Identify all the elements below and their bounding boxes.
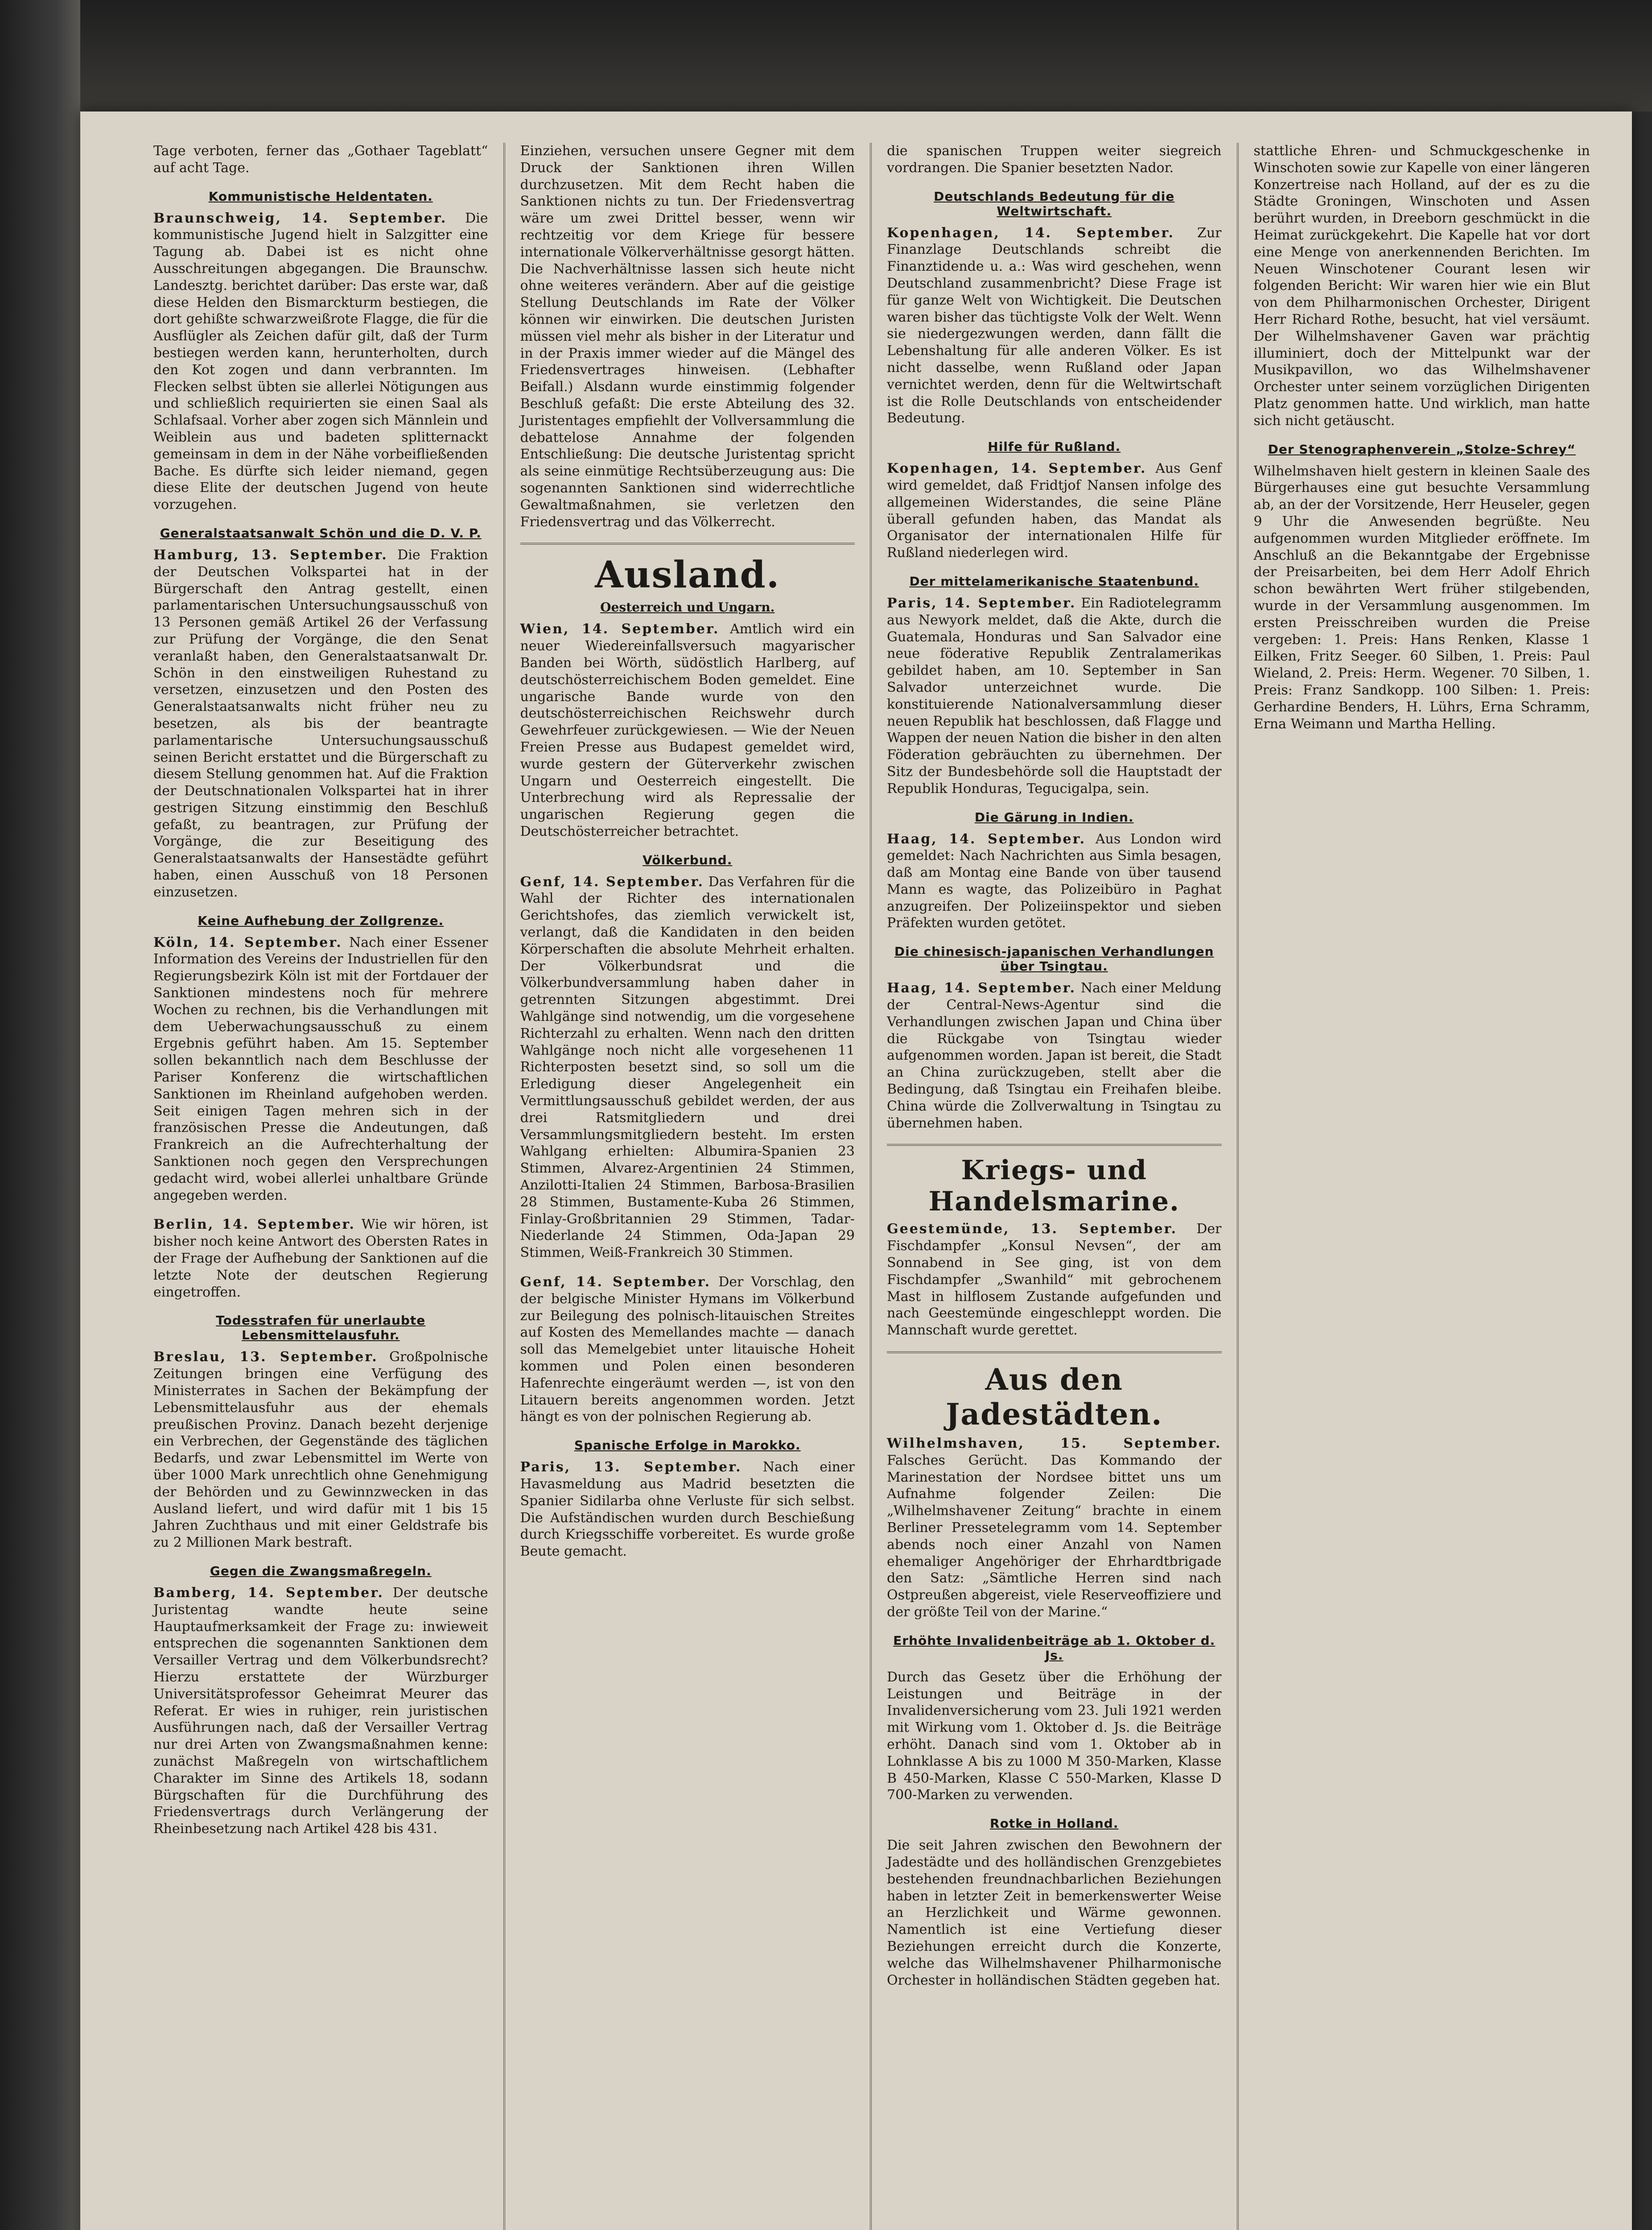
article-dateline: Kopenhagen, 14. September. [887, 461, 1147, 477]
article-dateline: Berlin, 14. September. [153, 1217, 355, 1233]
article-headline: Generalstaatsanwalt Schön und die D. V. P. [160, 525, 482, 541]
article-body [887, 1435, 1222, 1621]
scan-border-top [0, 0, 1652, 112]
article-body [520, 1274, 855, 1425]
article-dateline: Breslau, 13. September. [153, 1349, 378, 1365]
article [153, 913, 488, 1204]
article [153, 1564, 488, 1838]
article-body [153, 1585, 488, 1838]
column-grid [138, 143, 1605, 2230]
column-3 [872, 143, 1239, 2230]
article-headline: Die Gärung in Indien. [974, 809, 1134, 825]
article-text: Nach einer Meldung der Central-News-Agentur sind die Verhandlungen zwischen Japan und China über die Rückgabe von Tsingtau wieder aufgenommen worden. Japan ist bereit, die Stadt an China zurückzugeben, stellt aber die Bedingung, daß Tsingtau ein Freihafen bleibe. China würde die Zollverwaltung in Tsingtau zu übernehmen haben. [887, 980, 1222, 1131]
article-text: Falsches Gerücht. Das Kommando der Marinestation der Nordsee bittet uns um Aufnahme folgender Zeilen: Die „Wilhelmshavener Zeitung“ brachte in einem Berliner Pressetelegramm vom 14. September abends noch einer Anzahl von Namen ehemaliger Angehöriger der Ehrhardtbrigade den Satz: „Sämtliche Herren sind nach Ostpreußen abgereist, viele Reserveoffiziere und der größte Teil von der Marine.“ [887, 1452, 1222, 1620]
article-dateline: Haag, 14. September. [887, 831, 1086, 847]
section-divider [887, 1351, 1222, 1353]
article-text: die spanischen Truppen weiter siegreich vordrangen. Die Spanier besetzten Nador. [887, 143, 1222, 176]
article-headline: Spanische Erfolge in Marokko. [574, 1438, 801, 1453]
article-text: Wie wir hören, ist bisher noch keine Antwort des Obersten Rates in der Frage der Aufhebung der Sanktionen auf die letzte Note der deutschen Regierung eingetroffen. [153, 1217, 488, 1300]
section-divider [887, 1144, 1222, 1146]
article [520, 1438, 855, 1560]
article [1254, 143, 1590, 429]
article-body [887, 980, 1222, 1132]
article-dateline: Genf, 14. September. [520, 874, 704, 890]
article-dateline: Wien, 14. September. [520, 621, 720, 637]
article [1254, 442, 1590, 733]
column-1 [138, 143, 505, 2230]
article-headline: Deutschlands Bedeutung für die Weltwirtschaft. [934, 189, 1175, 219]
scan-border-left [0, 0, 80, 2230]
article-text: Das Verfahren für die Wahl der Richter des internationalen Gerichtshofes, das ziemlich verwickelt ist, verlangt, daß die Kandidaten in den beiden Körperschaften die absolute Mehrheit erhalten. Der Völkerbundsrat und die Völkerbundversammlung haben daher in getrennten Sitzungen abgestimmt. Drei Wahlgänge sind notwendig, um die vorgesehene Richterzahl zu erhalten. Wenn nach den dritten Wahlgänge noch nicht alle vorgesehenen 11 Richterposten besetzt sind, so soll um die Erledigung dieser Angelegenheit ein Vermittlungsausschuß gebildet werden, der aus drei Ratsmitgliedern und drei Versammlungsmitgliedern besteht. Im ersten Wahlgang erhielten: Albumira-Spanien 23 Stimmen, Alvarez-Argentinien 24 Stimmen, Anzilotti-Italien 24 Stimmen, Barbosa-Brasilien 28 Stimmen, Bustamente-Kuba 26 Stimmen, Finlay-Großbritannien 29 Stimmen, Tadar-Niederlande 24 Stimmen, Oda-Japan 29 Stimmen, Weiß-Frankreich 30 Stimmen. [520, 874, 855, 1261]
article [887, 574, 1222, 797]
article-body [153, 547, 488, 901]
article-text: Tage verboten, ferner das „Gothaer Tageblatt“ auf acht Tage. [153, 143, 488, 176]
article-dateline: Kopenhagen, 14. September. [887, 225, 1174, 241]
article-text: Amtlich wird ein neuer Wiedereinfallsversuch magyarischer Banden bei Wörth, südöstlich Harlberg, auf deutschösterreichischem Boden gemeldet. Eine ungarische Bande wurde von den deutschösterreichischen Reichswehr durch Gewehrfeuer zurückgewiesen. — Wie der Neuen Freien Presse aus Budapest gemeldet wird, wurde gestern der Güterverkehr zwischen Ungarn und Oesterreich eingestellt. Die Unterbrechung wird als Repressalie der ungarischen Regierung gegen die Deutschösterreicher betrachtet. [520, 621, 855, 839]
article-headline: Keine Aufhebung der Zollgrenze. [198, 913, 444, 928]
article-headline: Der mittelamerikanische Staatenbund. [909, 574, 1199, 589]
article-body [887, 225, 1222, 427]
section-heading: Ausland. [595, 553, 780, 597]
article-body [153, 1216, 488, 1301]
article-dateline: Paris, 14. September. [887, 595, 1076, 611]
article-dateline: Paris, 13. September. [520, 1459, 742, 1475]
section-divider [520, 543, 855, 545]
article-text: Die kommunistische Jugend hielt in Salzgitter eine Tagung ab. Dabei ist es nicht ohne Ausschreitungen abgegangen. Die Braunschw. Landesztg. berichtet darüber: Das erste war, daß diese Helden den Bismarckturm bestiegen, die dort gehißte schwarzweißrote Flagge, die für die Ausflügler als Zeichen dafür gilt, daß der Turm bestiegen werden kann, herunterholten, durch den Kot zogen und dann verbrannten. Im Flecken selbst übten sie allerlei Nötigungen aus und schließlich requirierten sie einen Saal als Schlafsaal. Vorher aber zogen sich Männlein und Weiblein aus und badeten splitternackt gemeinsam in dem in der Nähe vorbeifließenden Bache. Es dürfte sich leider niemand, gegen diese Elite der deutschen Jugend von heute vorzugehen. [153, 210, 488, 513]
article [887, 1633, 1222, 1804]
section-heading: Kriegs- und Handelsmarine. [928, 1155, 1180, 1218]
article-body [520, 1459, 855, 1560]
article [153, 143, 488, 177]
article-body [520, 621, 855, 840]
article [887, 1435, 1222, 1621]
article-dateline: Wilhelmshaven, 15. September. [887, 1436, 1222, 1452]
article-text: Wilhelmshaven hielt gestern in kleinen Saale des Bürgerhauses eine gut besuchte Versammlung ab, an der der Vorsitzende, Herr Heuseler, gegen 9 Uhr die Anwesenden begrüßte. Neu aufgenommen wurden Mitglieder eröffnete. Im Anschluß an die Bekanntgabe der Ergebnisse der Preisarbeiten, bei dem Herr Adolf Ehrich schon bewährten Wert früher stilgebenden, wurde in der Versammlung ausgenommen. Im ersten Preisschreiben wurden die Preise vergeben: 1. Preis: Hans Renken, Klasse 1 Eilken, Fritz Seeger. 60 Silben, 1. Preis: Paul Wieland, 2. Preis: Herm. Wegener. 70 Silben, 1. Preis: Franz Sandkopp. 100 Silben: 1. Preis: Gerhardine Benders, H. Lührs, Erna Schramm, Erna Weimann und Martha Helling. [1253, 463, 1590, 732]
article-dateline: Geestemünde, 13. September. [887, 1221, 1178, 1237]
article-dateline: Bamberg, 14. September. [153, 1585, 384, 1601]
article-body [520, 874, 855, 1261]
column-4 [1239, 143, 1606, 2230]
article-headline: Völkerbund. [643, 852, 733, 867]
article-headline: Rotke in Holland. [990, 1816, 1119, 1831]
article-headline: Hilfe für Rußland. [988, 439, 1121, 454]
article-text: Die Fraktion der Deutschen Volkspartei hat in der Bürgerschaft den Antrag gestellt, einen parlamentarischen Untersuchungsausschuß von 13 Personen gemäß Artikel 26 der Verfassung zur Prüfung der Vorgänge, die den Senat veranlaßt haben, den Generalstaatsanwalt Dr. Schön in den einstweiligen Ruhestand zu versetzen, einzusetzen und den Posten des Generalstaatsanwalts nicht früher neu zu besetzen, als bis der beantragte parlamentarische Untersuchungsausschuß seinen Bericht erstattet und die Bürgerschaft zu diesem Stellung genommen hat. Auf die Fraktion der Deutschnationalen Volkspartei hat in ihrer gestrigen Sitzung einstimmig den Beschluß gefaßt, zu beantragen, zur Prüfung der Vorgänge, die zur Beseitigung des Generalstaatsanwalts der Hansestädte geführt haben, einen Ausschuß von 18 Personen einzusetzen. [153, 547, 488, 900]
article-dateline: Hamburg, 13. September. [153, 547, 388, 563]
article-text: Der Vorschlag, den der belgische Minister Hymans im Völkerbund zur Beilegung des polnisch-litauischen Streites auf Kosten des Memellandes machte — danach soll das Memelgebiet unter litauische Hoheit kommen und Polen einen besonderen Hafenrechte eingeräumt werden —, ist von den Litauern bereits angenommen worden. Jetzt hängt es von der polnischen Regierung ab. [520, 1274, 855, 1425]
article-headline: Gegen die Zwangsmaßregeln. [210, 1563, 432, 1578]
article-text: Zur Finanzlage Deutschlands schreibt die Finanztidende u. a.: Was wird geschehen, wenn Deutschland zusammenbricht? Diese Frage ist für ganze Welt von Wichtigkeit. Die Deutschen waren bisher das tüchtigste Volk der Welt. Wenn sie niedergezwungen werden, dann fällt die Lebenshaltung für alle anderen Völker. Es ist nicht dasselbe, wenn Rußland oder Japan vernichtet werden, denn für die Weltwirtschaft ist die Rolle Deutschlands von entscheidender Bedeutung. [887, 225, 1222, 426]
article-text: Durch das Gesetz über die Erhöhung der Leistungen und Beiträge in der Invalidenversicherung vom 23. Juli 1921 werden mit Wirkung vom 1. Oktober d. Js. die Beiträge erhöht. Danach sind vom 1. Oktober ab in Lohnklasse A bis zu 1000 M 350-Marken, Klasse B 450-Marken, Klasse C 550-Marken, Klasse D 700-Marken zu verwenden. [887, 1669, 1222, 1803]
article-text: Ein Radiotelegramm aus Newyork meldet, daß die Akte, durch die Guatemala, Honduras und San Salvador eine neue föderative Republik Zentralamerikas gebildet haben, am 10. September in San Salvador unterzeichnet wurde. Die konstituierende Nationalversammlung dieser neuen Republik hat beschlossen, daß Flagge und Wappen der neuen Nation die bisher in den alten Föderation gebräuchten zu übernehmen. Der Sitz der Bundesbehörde soll die Hauptstadt der Republik Honduras, Tegucigalpa, sein. [887, 595, 1222, 797]
article [153, 1216, 488, 1301]
article [887, 944, 1222, 1132]
article-text: Nach einer Havasmeldung aus Madrid besetzten die Spanier Sidilarba ohne Verluste für sich selbst. Die Aufständischen wurden durch Beschießung durch Kriegsschiffe vorbereitet. Es wurde große Beute gemacht. [520, 1459, 855, 1560]
article-headline: Erhöhte Invalidenbeiträge ab 1. Oktober d. Js. [893, 1633, 1215, 1663]
article [887, 1221, 1222, 1339]
article-headline: Die chinesisch-japanischen Verhandlungen über Tsingtau. [894, 944, 1214, 974]
article-text: Aus London wird gemeldet: Nach Nachrichten aus Simla besagen, daß am Montag eine Bande von über tausend Mann es wagte, das Polizeibüro in Paghat anzugreifen. Der Polizeiinspektor und sieben Präfekten wurden getötet. [887, 831, 1222, 931]
article-headline: Kommunistische Heldentaten. [208, 189, 433, 204]
article-dateline: Braunschweig, 14. September. [153, 210, 447, 226]
article-body [153, 210, 488, 513]
article [153, 526, 488, 901]
article-text: Der deutsche Juristentag wandte heute seine Hauptaufmerksamkeit der Frage zu: inwieweit entsprechen die sogenannten Sanktionen dem Versailler Vertrag und dem Völkerbundsrecht? Hierzu erstattete der Würzburger Universitätsprofessor Geheimrat Meurer das Referat. Er wies in ruhiger, rein juristischen Ausführungen nach, daß der Versailler Vertrag nur drei Arten von Zwangsmaßnahmen kenne: zunächst Maßregeln von wirtschaftlichem Charakter im Sinne des Artikels 18, sodann Bürgschaften für die Durchführung des Friedensvertrags durch Verlängerung der Rheinbesetzung nach Artikel 428 bis 431. [153, 1585, 488, 1837]
article [887, 1816, 1222, 1989]
article [887, 143, 1222, 177]
article-dateline: Köln, 14. September. [153, 934, 342, 950]
article [520, 853, 855, 1261]
article [520, 1274, 855, 1425]
article [887, 189, 1222, 427]
article-body [887, 595, 1222, 797]
article-headline: Der Stenographenverein „Stolze-Schrey“ [1268, 442, 1576, 457]
article-headline: Todesstrafen für unerlaubte Lebensmittelausfuhr. [216, 1313, 426, 1343]
article-body [153, 1349, 488, 1551]
article-dateline: Genf, 14. September. [520, 1274, 711, 1290]
article-text: Der Fischdampfer „Konsul Nevsen“, der am Sonnabend in See ging, ist von dem Fischdampfer „Swanhild“ mit gebrochenem Mast in hilflosem Zustande aufgefunden und nach Geestemünde eingeschleppt worden. Die Mannschaft wurde gerettet. [887, 1221, 1222, 1338]
article-text: Großpolnische Zeitungen bringen eine Verfügung des Ministerrates in Sachen der Bekämpfung der Lebensmittelausfuhr aus der ehemals preußischen Provinz. Danach bezeht derjenige ein Verbrechen, der Gegenstände des täglichen Bedarfs, und zwar Lebensmittel im Werte von über 1000 Mark unrechtlich ohne Genehmigung der Behörden und zu Gewinnzwecken in das Ausland liefert, und wird dafür mit 1 bis 15 Jahren Zuchthaus und mit einer Geldstrafe bis zu 2 Millionen Mark bestraft. [153, 1349, 488, 1551]
section-heading: Aus den Jadestädten. [946, 1362, 1163, 1432]
article-text: Einziehen, versuchen unsere Gegner mit dem Druck der Sanktionen ihren Willen durchzusetzen. Mit dem Recht haben die Sanktionen nichts zu tun. Der Friedensvertrag wäre um zwei Drittel besser, wenn wir rechtzeitig vor dem Kriege für bessere internationale Völkerverhältnisse gesorgt hätten. Die Nachverhältnisse lassen sich heute nicht ohne weiteres verändern. Aber auf die geistige Stellung Deutschlands im Rate der Völker können wir einwirken. Die deutschen Juristen müssen viel mehr als bisher in der Literatur und in der Praxis immer wieder auf die Mängel des Friedensvertrages hinweisen. (Lebhafter Beifall.) Alsdann wurde einstimmig folgender Beschluß gefaßt: Die erste Abteilung des 32. Juristentages empfiehlt der Vollversammlung die debattelose Annahme der folgenden Entschließung: Die deutsche Juristentag spricht als seine einmütige Rechtsüberzeugung aus: Die sogenannten Sanktionen sind widerrechtliche Gewaltmaßnahmen, sie verletzen den Friedensvertrag und das Völkerrecht. [520, 143, 855, 530]
column-2 [505, 143, 872, 2230]
article-body [153, 934, 488, 1204]
article-text: Aus Genf wird gemeldet, daß Fridtjof Nansen infolge des allgemeinen Widerstandes, die seine Pläne überall gefunden haben, das Mandat als Organisator der internationalen Hilfe für Rußland niederlegen wird. [887, 461, 1222, 561]
article-dateline: Haag, 14. September. [887, 980, 1076, 996]
article-text: stattliche Ehren- und Schmuckgeschenke in Winschoten sowie zur Kapelle von einer längeren Konzertreise nach Holland, auf der es zu die Städte Groningen, Winschoten und Assen berührt wurden, in Dreeborn geschmückt in die Heimat zurückgekehrt. Die Kapelle hat vor dort eine Menge von anerkennenden Berichten. Im Neuen Winschotener Courant lesen wir folgenden Bericht: Wir waren hier wie ein Blut von dem Philharmonischen Orchester, Dirigent Herr Richard Rothe, besucht, hat viel versäumt. Der Wilhelmshavener Gaven war prächtig illuminiert, doch der Mittelpunkt war der Musikpavillon, wo das Wilhelmshavener Orchester unter seinem vorzüglichen Dirigenten Platz genommen hatte. Und wirklich, man hatte sich nicht getäuscht. [1253, 143, 1590, 429]
article-body [887, 460, 1222, 562]
article-headline: Oesterreich und Ungarn. [600, 600, 775, 615]
newspaper-page [80, 112, 1632, 2230]
article [520, 143, 855, 530]
article [153, 1313, 488, 1551]
article [887, 810, 1222, 932]
article [887, 439, 1222, 562]
article-body [887, 831, 1222, 932]
article-body [887, 1221, 1222, 1339]
article [520, 600, 855, 840]
article-text: Nach einer Essener Information des Vereins der Industriellen für den Regierungsbezirk Köln ist mit der Fortdauer der Sanktionen mindestens noch für mehrere Wochen zu rechnen, bis die Verhandlungen mit dem Ueberwachungsausschuß zu einem Ergebnis geführt haben. Am 15. September sollen bekanntlich nach dem Beschlusse der Pariser Konferenz die wirtschaftlichen Sanktionen im Rheinland aufgehoben werden. Seit einigen Tagen mehren sich in der französischen Presse die Andeutungen, daß Frankreich an die Aufrechterhaltung der Sanktionen noch gegen den Versprechungen gedacht wird, wobei allerlei unhaltbare Gründe angegeben werden. [153, 934, 488, 1203]
article-text: Die seit Jahren zwischen den Bewohnern der Jadestädte und des holländischen Grenzgebietes bestehenden freundnachbarlichen Beziehungen haben in letzter Zeit in bemerkenswerter Weise an Herzlichkeit und Wärme gewonnen. Namentlich ist eine Vertiefung dieser Beziehungen erreicht durch die Konzerte, welche das Wilhelmshavener Philharmonische Orchester in holländischen Städten gegeben hat. [887, 1838, 1222, 1988]
article [153, 189, 488, 513]
